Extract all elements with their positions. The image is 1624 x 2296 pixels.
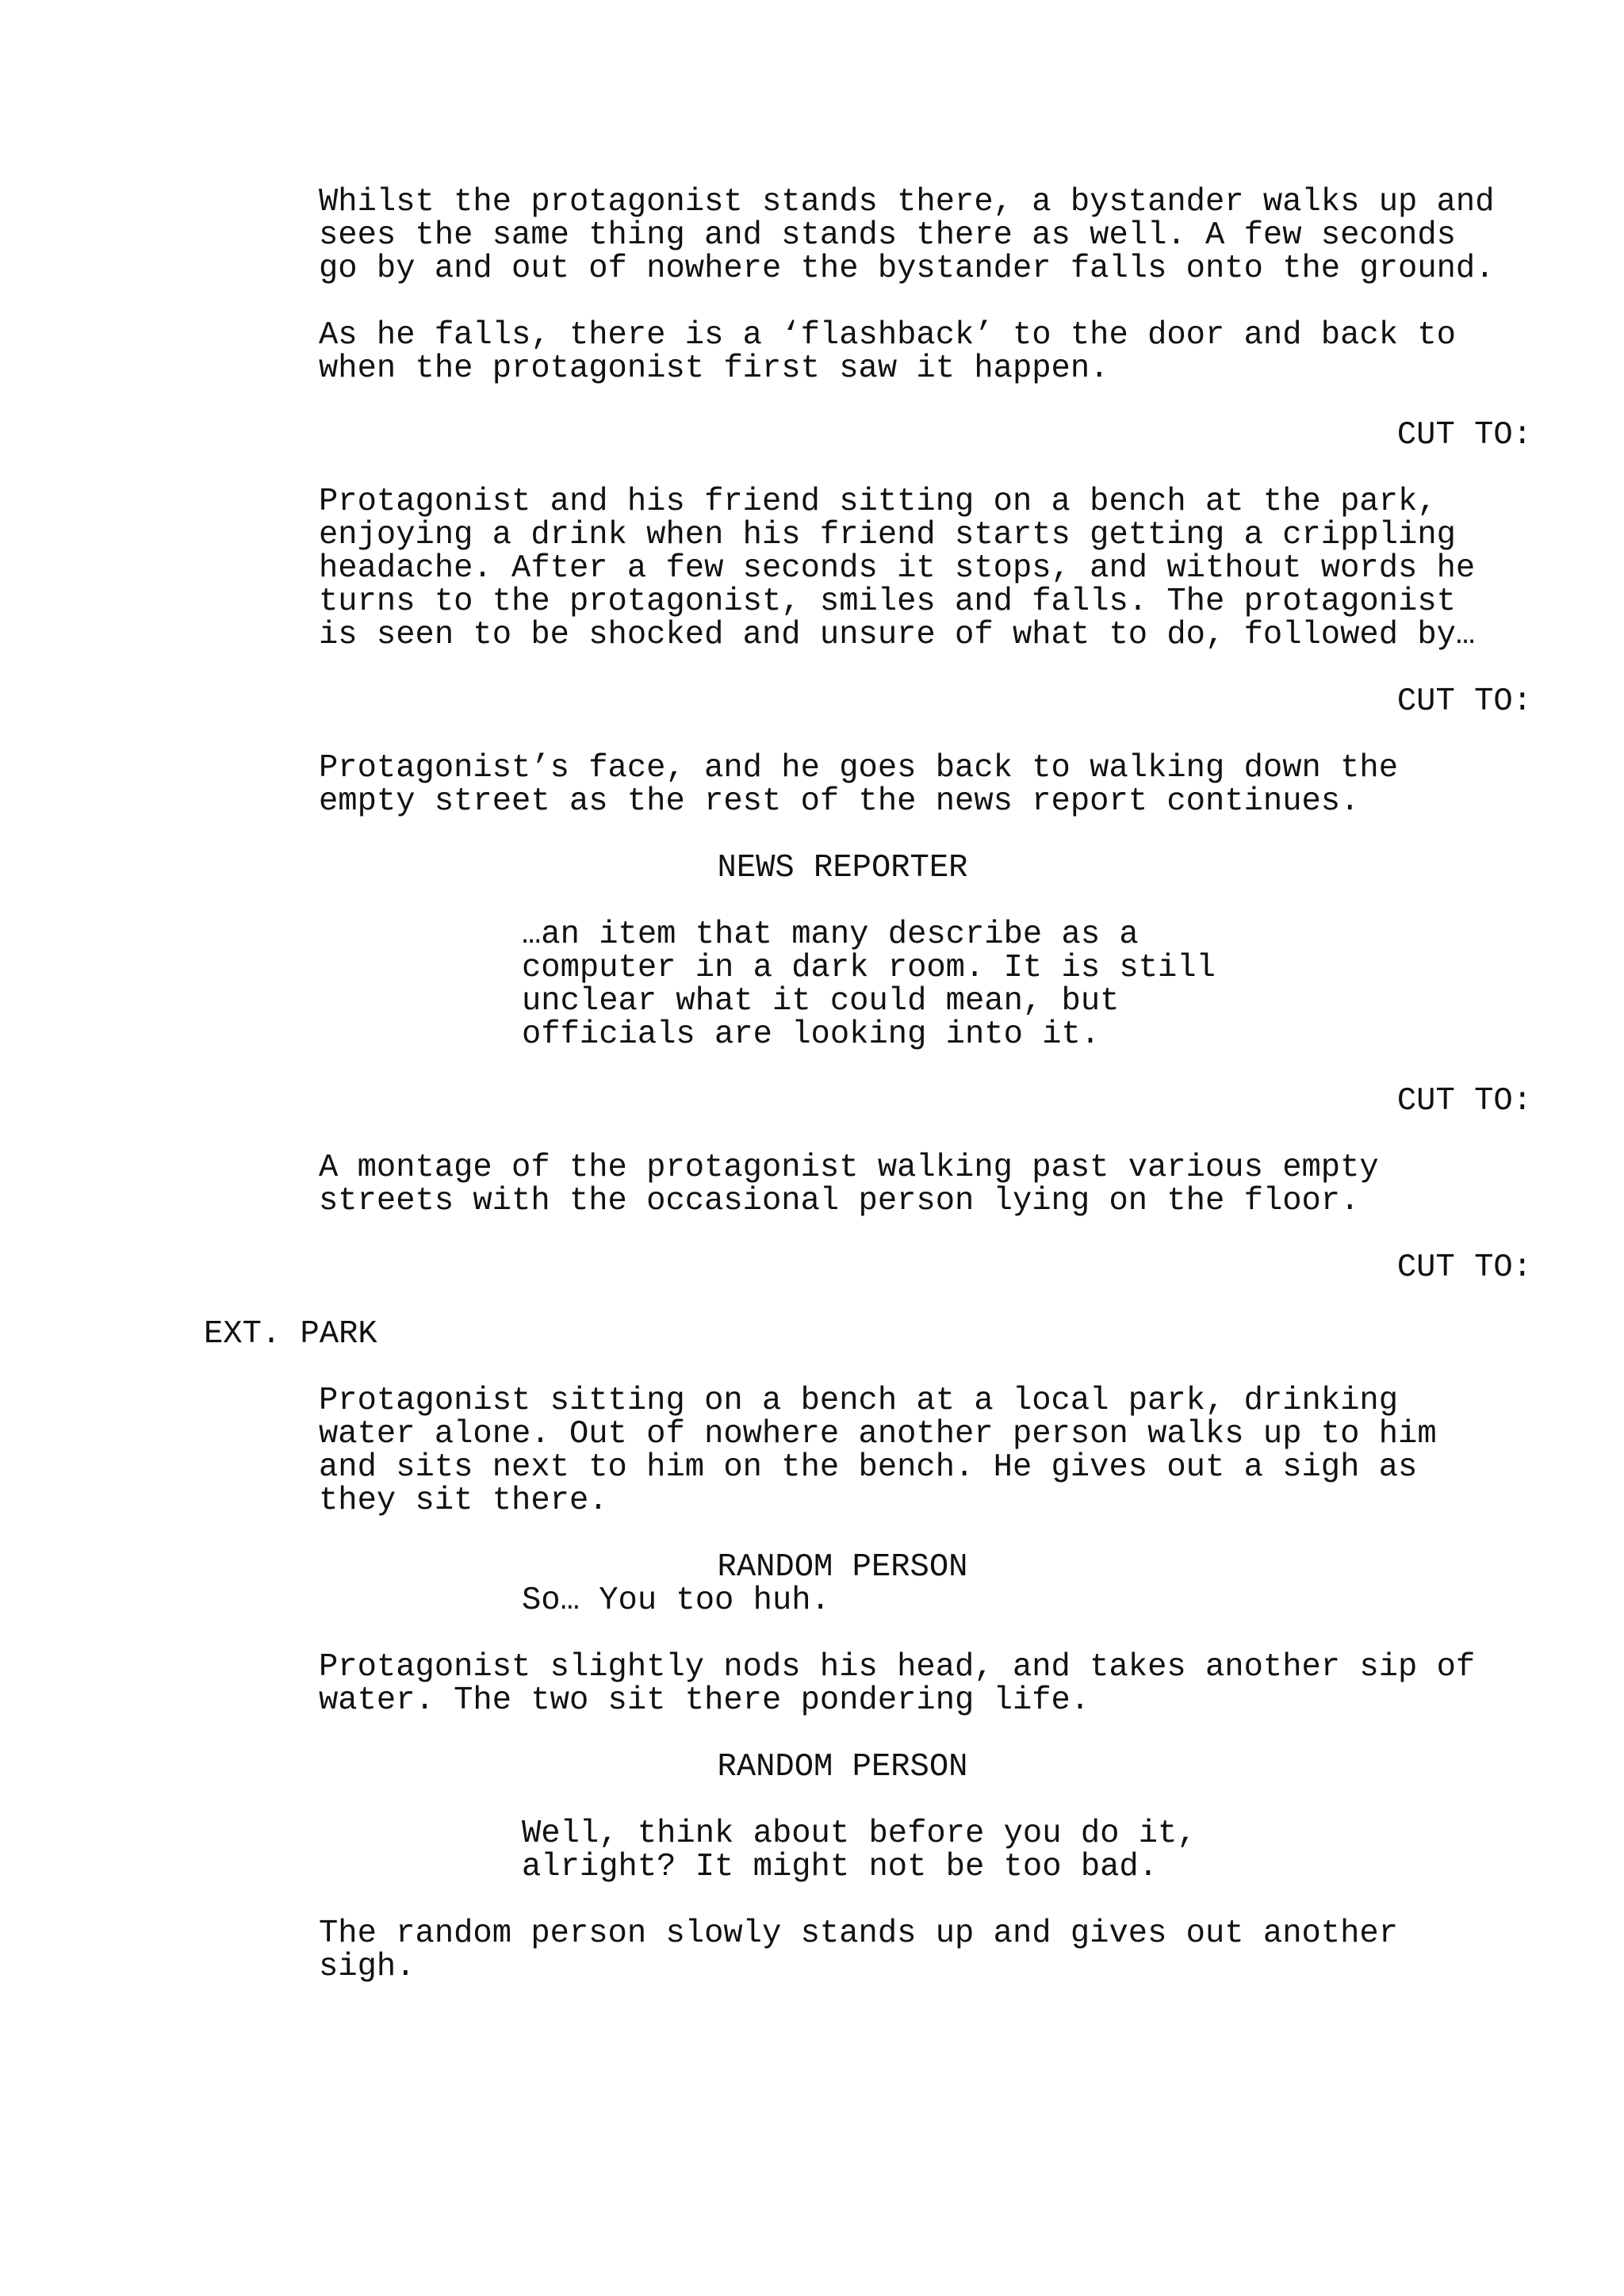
action-line: they sit there. [319, 1483, 608, 1519]
transition: CUT TO: [1396, 1249, 1532, 1286]
action-line: streets with the occasional person lying on the floor. [319, 1183, 1360, 1219]
dialogue-line: So… You too huh. [522, 1582, 830, 1619]
action-line: enjoying a drink when his friend starts getting a crippling [319, 517, 1456, 553]
dialogue-line: …an item that many describe as a [522, 916, 1139, 953]
action-line: Whilst the protagonist stands there, a bystander walks up and [319, 184, 1495, 220]
action-line: is seen to be shocked and unsure of what to do, followed by… [319, 617, 1476, 653]
action-line: water. The two sit there pondering life. [319, 1682, 1090, 1719]
action-line: turns to the protagonist, smiles and falls. The protagonist [319, 584, 1456, 620]
action-line: when the protagonist first saw it happen. [319, 350, 1109, 387]
action-line: headache. After a few seconds it stops, and without words he [319, 550, 1476, 587]
character-name: RANDOM PERSON [717, 1749, 968, 1785]
scene-heading: EXT. PARK [204, 1316, 377, 1353]
action-line: Protagonist’s face, and he goes back to walking down the [319, 750, 1399, 786]
dialogue-line: computer in a dark room. It is still [522, 950, 1216, 986]
action-line: Protagonist slightly nods his head, and takes another sip of [319, 1649, 1476, 1686]
action-line: water alone. Out of nowhere another person walks up to him [319, 1416, 1437, 1452]
transition: CUT TO: [1396, 1083, 1532, 1119]
dialogue-line: alright? It might not be too bad. [522, 1849, 1159, 1885]
action-line: The random person slowly stands up and gives out another [319, 1915, 1399, 1952]
action-line: As he falls, there is a ‘flashback’ to the door and back to [319, 317, 1456, 354]
character-name: RANDOM PERSON [717, 1549, 968, 1586]
dialogue-line: officials are looking into it. [522, 1016, 1101, 1053]
action-line: go by and out of nowhere the bystander falls onto the ground. [319, 251, 1495, 287]
action-line: Protagonist and his friend sitting on a bench at the park, [319, 484, 1437, 520]
action-line: sees the same thing and stands there as well. A few seconds [319, 217, 1456, 254]
transition: CUT TO: [1396, 417, 1532, 453]
character-name: NEWS REPORTER [717, 850, 968, 886]
dialogue-line: unclear what it could mean, but [522, 983, 1120, 1020]
action-line: A montage of the protagonist walking past various empty [319, 1150, 1379, 1186]
action-line: sigh. [319, 1949, 416, 1985]
action-line: and sits next to him on the bench. He gives out a sigh as [319, 1449, 1418, 1486]
action-line: Protagonist sitting on a bench at a local park, drinking [319, 1383, 1399, 1419]
transition: CUT TO: [1396, 683, 1532, 720]
action-line: empty street as the rest of the news report continues. [319, 783, 1360, 820]
dialogue-line: Well, think about before you do it, [522, 1816, 1197, 1852]
